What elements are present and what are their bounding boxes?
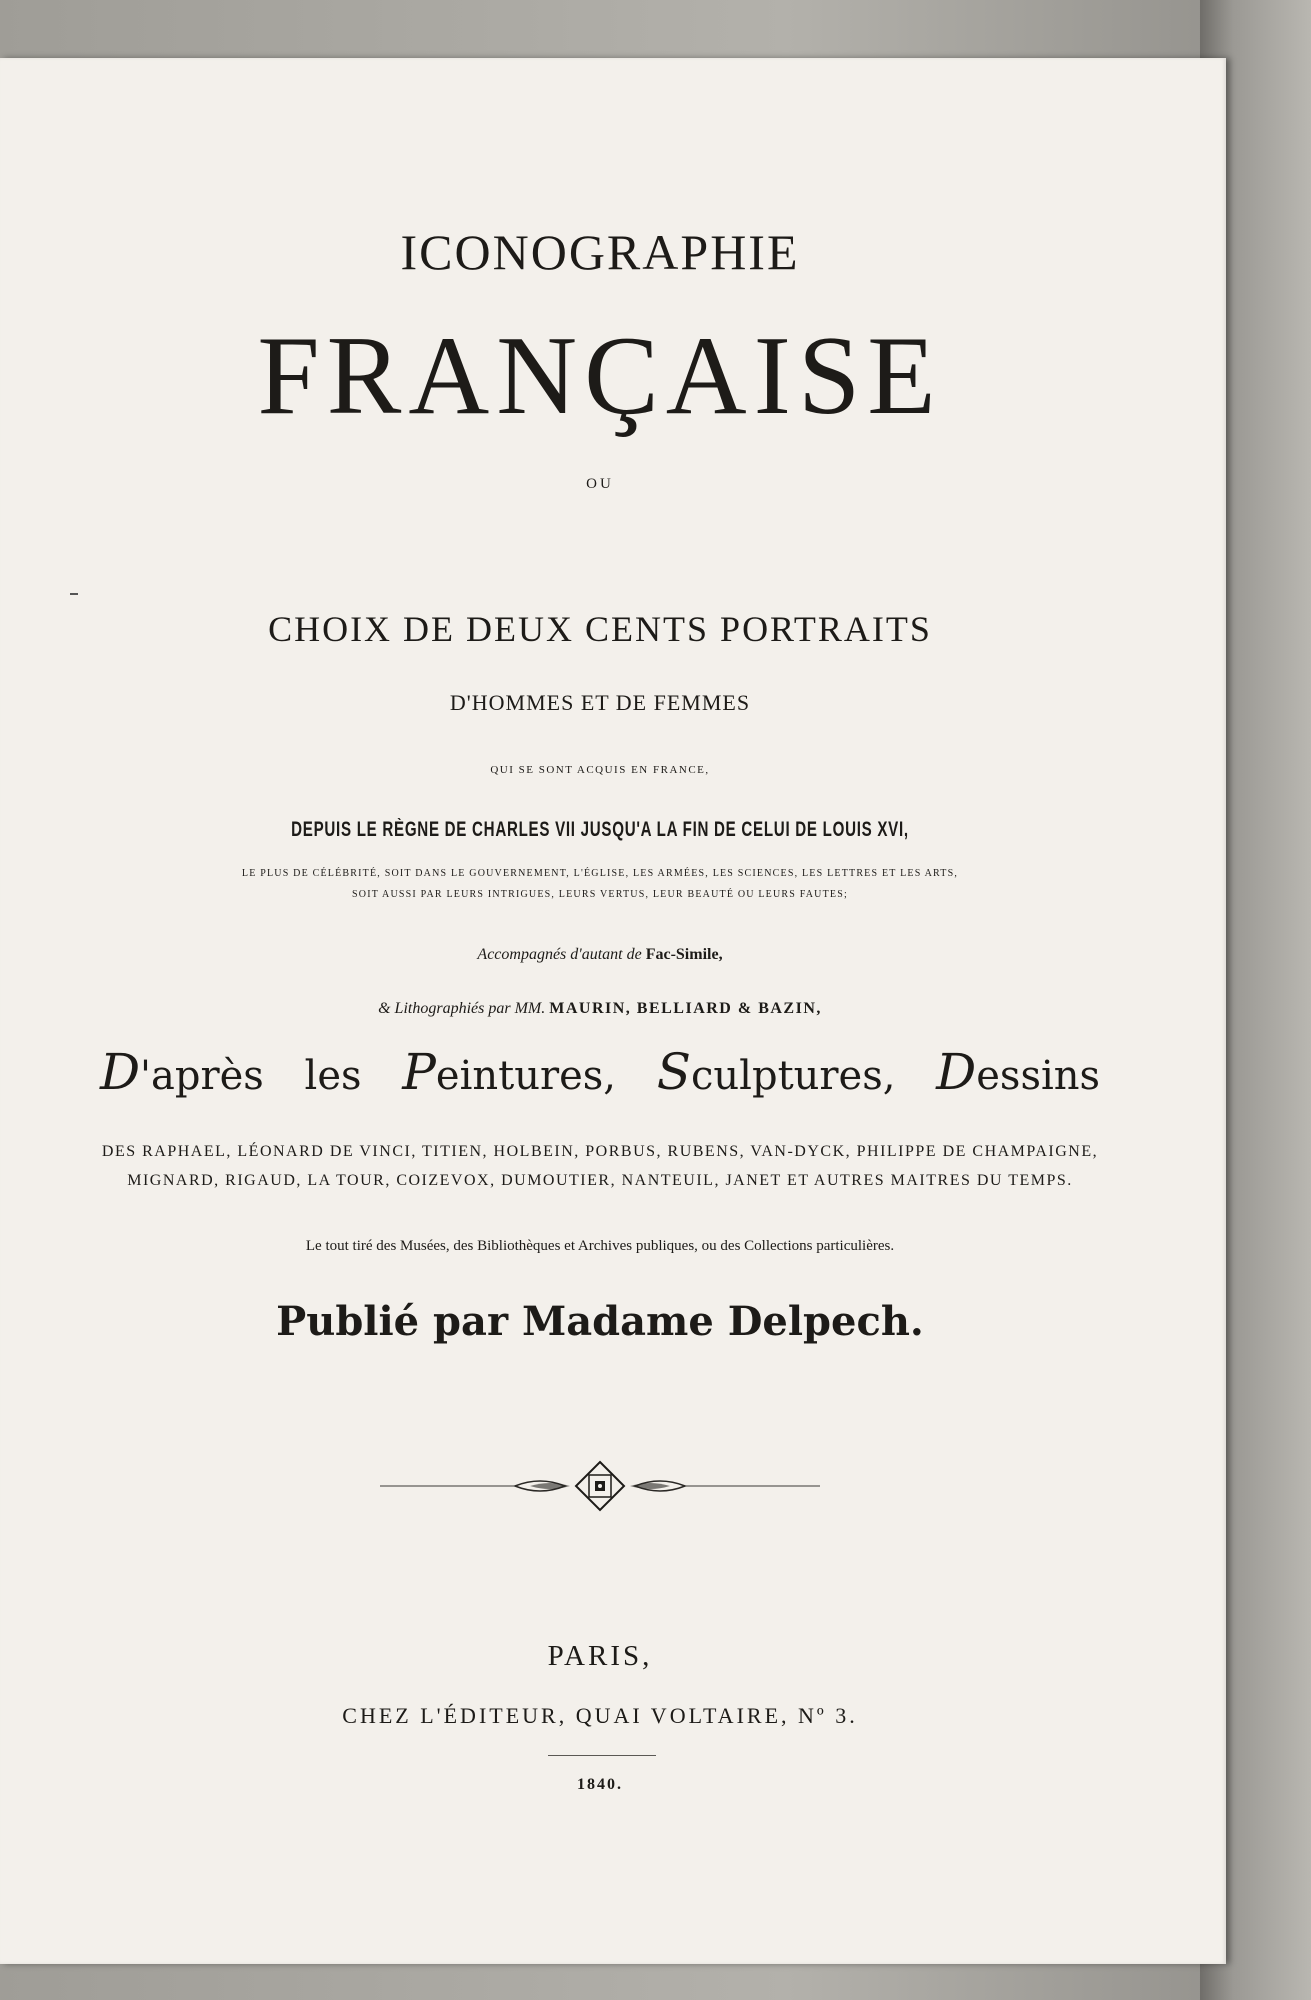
- divider-rule: [548, 1755, 656, 1756]
- word-sculptures: Sculptures,: [656, 1043, 896, 1101]
- sources-decorative-line: [0, 1043, 1200, 1101]
- facsimile-text: Fac-Simile,: [645, 946, 723, 963]
- city: PARIS,: [547, 1640, 653, 1672]
- sources-line: Le tout tiré des Musées, des Bibliothèques et Archives publiques, ou des Collections particulières.: [305, 1238, 895, 1254]
- publication-year: 1840.: [577, 1776, 623, 1793]
- subtitle: CHOIX DE DEUX CENTS PORTRAITS: [268, 609, 932, 649]
- lithographers-line: [0, 1000, 1200, 1018]
- margin-mark: [70, 593, 78, 595]
- line-celebrite-2: SOIT AUSSI PAR LEURS INTRIGUES, LEURS VERTUS, LEUR BEAUTÉ OU LEURS FAUTES;: [352, 889, 848, 900]
- word-peintures: Peintures,: [402, 1043, 617, 1101]
- title-line-1: ICONOGRAPHIE: [400, 224, 800, 280]
- word-dapres: D'après: [99, 1043, 264, 1101]
- word-les: les: [304, 1053, 362, 1099]
- facsimile-line: [0, 946, 1200, 964]
- line-depuis: DEPUIS LE RÈGNE DE CHARLES VII JUSQU'A LA FIN DE CELUI DE LOUIS XVI,: [291, 818, 909, 841]
- editor-address: CHEZ L'ÉDITEUR, QUAI VOLTAIRE, Nº 3.: [342, 1703, 858, 1728]
- accompagnes-text: Accompagnés d'autant de: [477, 946, 642, 963]
- publisher-line: Publié par Madame Delpech.: [276, 1298, 924, 1345]
- line-celebrite-1: LE PLUS DE CÉLÉBRITÉ, SOIT DANS LE GOUVERNEMENT, L'ÉGLISE, LES ARMÉES, LES SCIENCES, LES LETTRES ET LES ARTS,: [241, 868, 959, 879]
- line-qui: QUI SE SONT ACQUIS EN FRANCE,: [490, 764, 710, 776]
- word-dessins: Dessins: [936, 1043, 1101, 1101]
- conjunction-ou: OU: [586, 476, 614, 492]
- artists-line-2: MIGNARD, RIGAUD, LA TOUR, COIZEVOX, DUMOUTIER, NANTEUIL, JANET ET AUTRES MAITRES DU TEMPS.: [127, 1172, 1073, 1189]
- subtitle-2: D'HOMMES ET DE FEMMES: [449, 690, 751, 715]
- litho-names: MAURIN, BELLIARD & BAZIN,: [549, 1000, 822, 1017]
- title-page: [0, 58, 1226, 1964]
- artists-line-1: DES RAPHAEL, LÉONARD DE VINCI, TITIEN, HOLBEIN, PORBUS, RUBENS, VAN-DYCK, PHILIPPE DE CHAMPAIGNE,: [101, 1143, 1099, 1160]
- title-line-2: FRANÇAISE: [257, 314, 943, 438]
- ornament-divider-icon: [380, 1456, 820, 1516]
- litho-prefix: & Lithographiés par MM.: [378, 1000, 546, 1017]
